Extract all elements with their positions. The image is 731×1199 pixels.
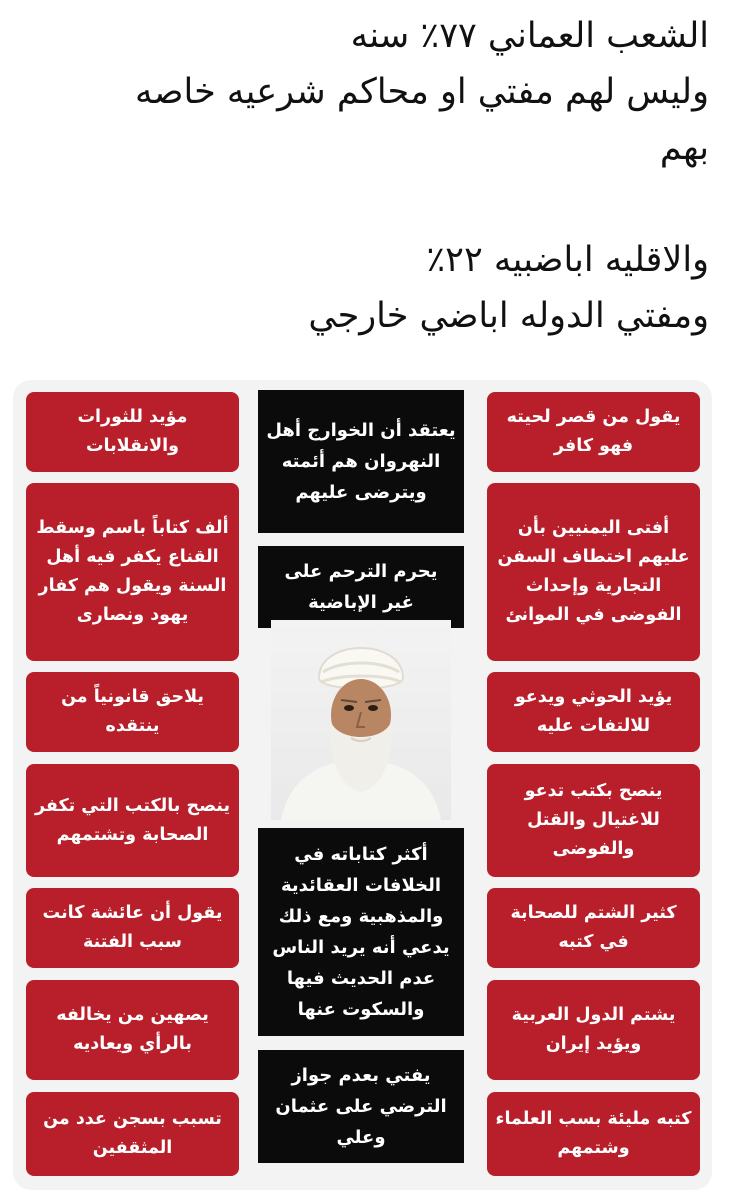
right-card-4: ينصح بكتب تدعو للاغتيال والقتل والفوضى	[487, 764, 700, 877]
right-card-1: يقول من قصر لحيته فهو كافر	[487, 392, 700, 472]
left-card-6: يصهين من يخالفه بالرأي ويعاديه	[26, 980, 239, 1080]
right-card-5: كثير الشتم للصحابة في كتبه	[487, 888, 700, 968]
right-card-3: يؤيد الحوثي ويدعو للالتفات عليه	[487, 672, 700, 752]
infographic-image[interactable]	[13, 380, 712, 1190]
post-line-2: وليس لهم مفتي او محاكم شرعيه خاصه	[135, 72, 709, 112]
center-card-2: يحرم الترحم على غير الإباضية	[258, 546, 464, 628]
post-line-4: والاقليه اباضبيه ٢٢٪	[426, 240, 709, 280]
left-card-7: تسبب بسجن عدد من المثقفين	[26, 1092, 239, 1176]
post-line-5: ومفتي الدوله اباضي خارجي	[308, 296, 709, 336]
post-text	[18, 8, 709, 344]
post-line-1: الشعب العماني ٧٧٪ سنه	[350, 16, 709, 56]
center-card-1: يعتقد أن الخوارج أهل النهروان هم أئمته ويترضى عليهم	[258, 390, 464, 533]
left-card-2: ألف كتاباً باسم وسقط القناع يكفر فيه أهل السنة ويقول هم كفار يهود ونصارى	[26, 483, 239, 661]
right-card-6: يشتم الدول العربية ويؤيد إيران	[487, 980, 700, 1080]
center-card-3: أكثر كتاباته في الخلافات العقائدية والمذهبية ومع ذلك يدعي أنه يريد الناس عدم الحديث فيها والسكوت عنها	[258, 828, 464, 1036]
right-card-7: كتبه مليئة بسب العلماء وشتمهم	[487, 1092, 700, 1176]
left-card-1: مؤيد للثورات والانقلابات	[26, 392, 239, 472]
center-card-4: يفتي بعدم جواز الترضي على عثمان وعلي	[258, 1050, 464, 1163]
right-card-2: أفتى اليمنيين بأن عليهم اختطاف السفن التجارية وإحداث الفوضى في الموانئ	[487, 483, 700, 661]
left-card-4: ينصح بالكتب التي تكفر الصحابة وتشتمهم	[26, 764, 239, 877]
left-card-5: يقول أن عائشة كانت سبب الفتنة	[26, 888, 239, 968]
post-line-3: بهم	[659, 128, 709, 168]
left-card-3: يلاحق قانونياً من ينتقده	[26, 672, 239, 752]
portrait-image	[271, 620, 451, 820]
